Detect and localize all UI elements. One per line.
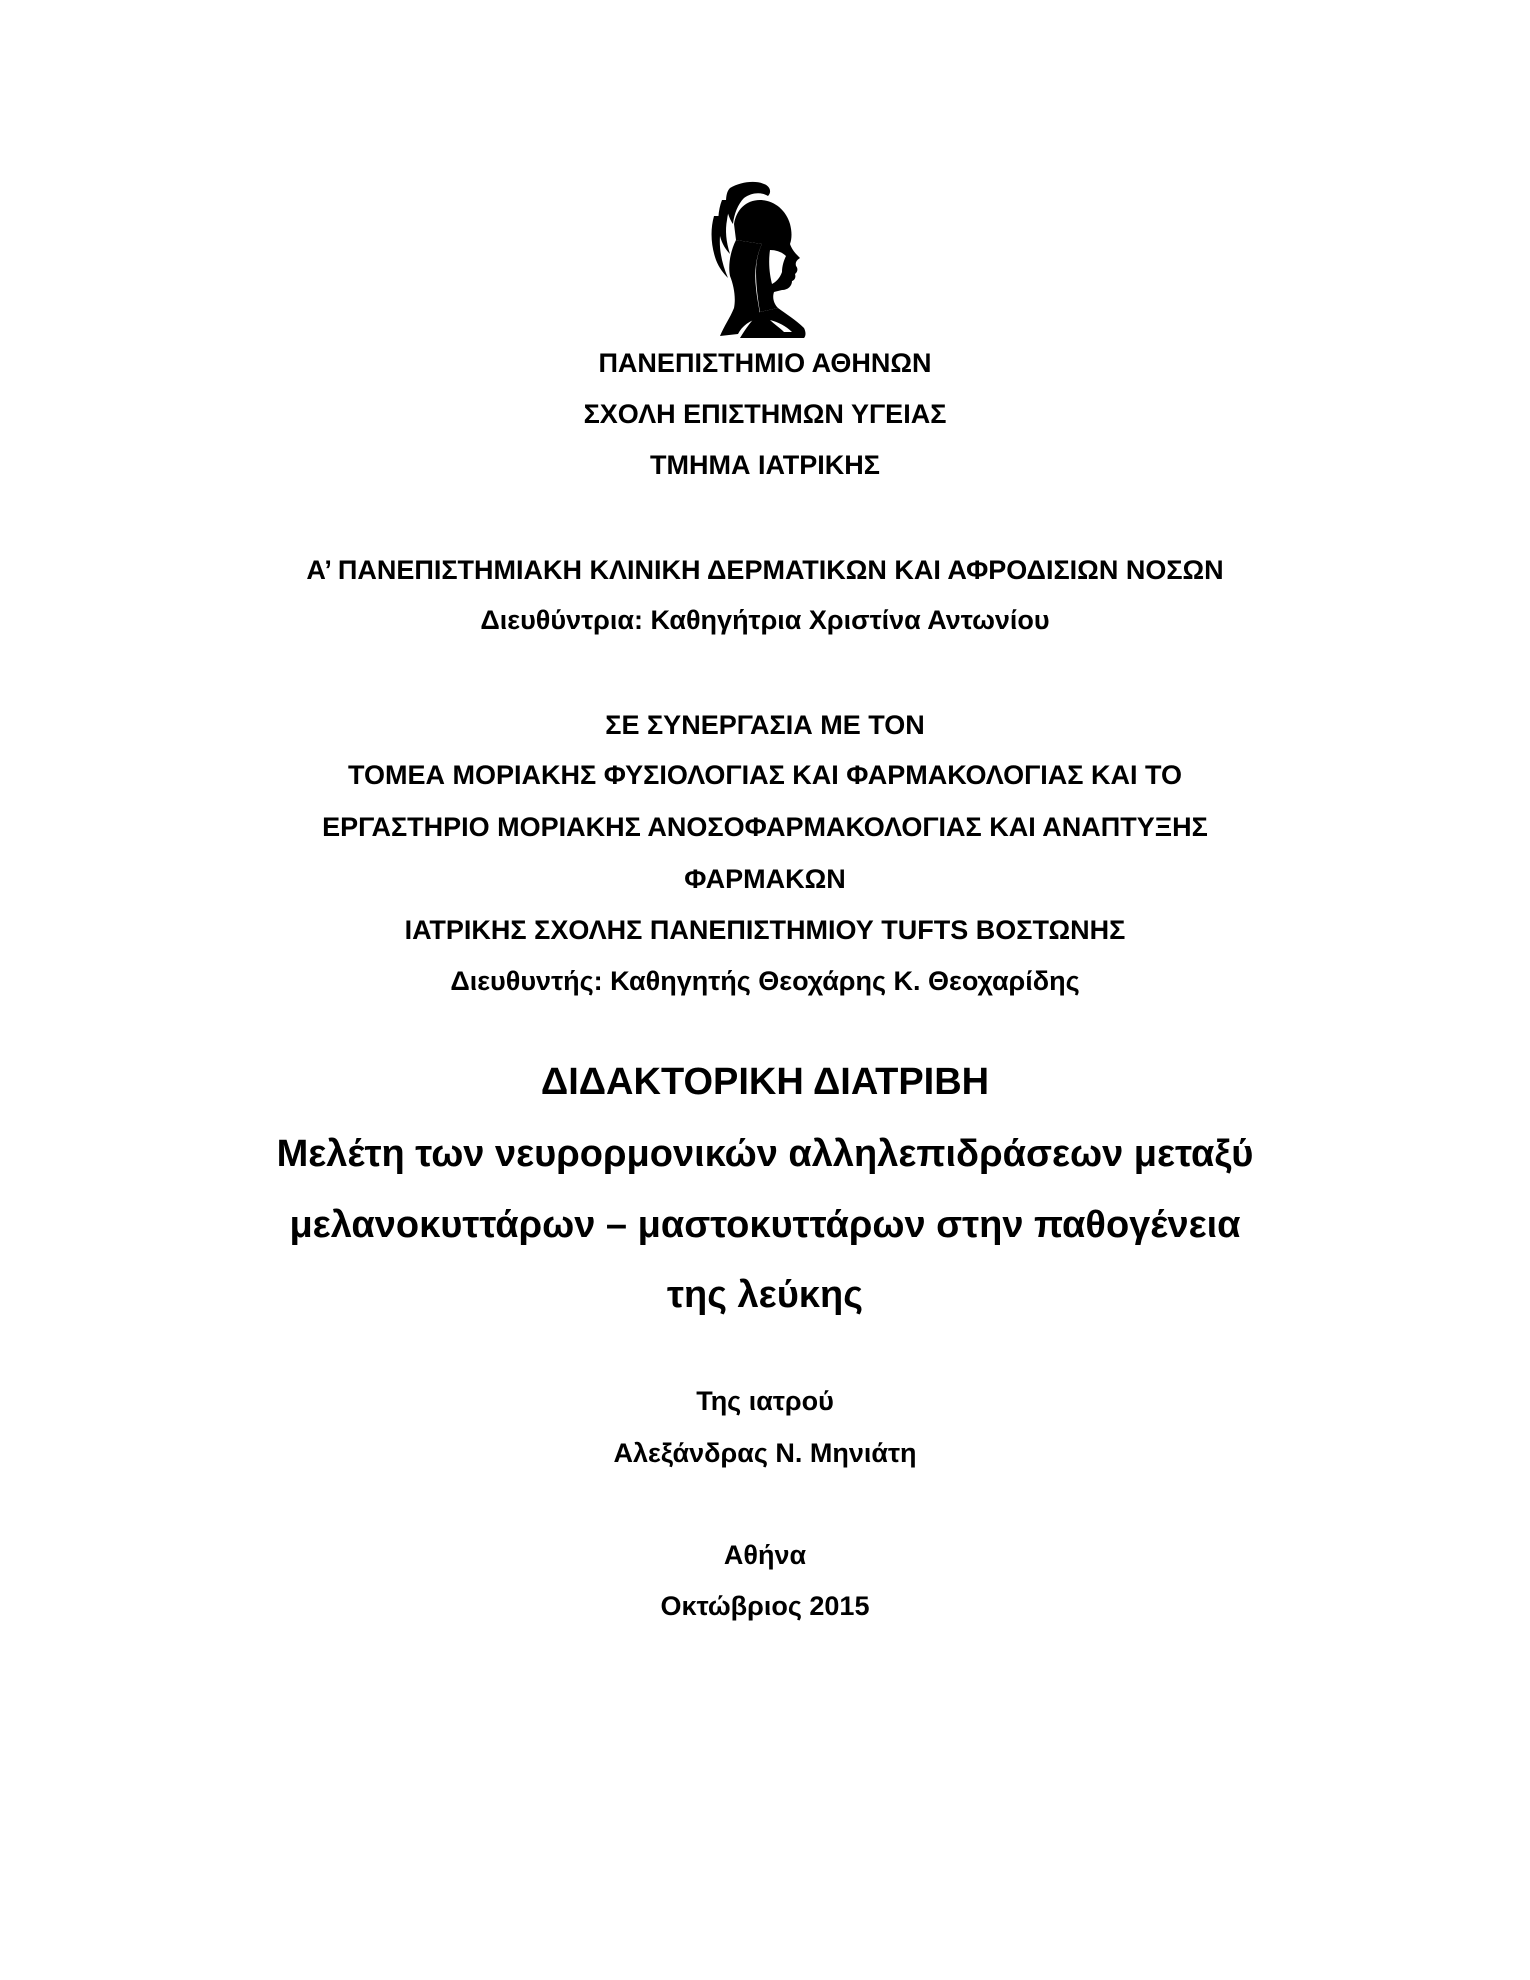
thesis-title-line-3: της λεύκης [667, 1274, 863, 1316]
university-name: ΠΑΝΕΠΙΣΤΗΜΙΟ ΑΘΗΝΩΝ [598, 348, 932, 378]
author-name: Αλεξάνδρας Ν. Μηνιάτη [613, 1438, 917, 1468]
author-prefix: Της ιατρού [696, 1386, 834, 1416]
clinic-name: Α’ ΠΑΝΕΠΙΣΤΗΜΙΑΚΗ ΚΛΙΝΙΚΗ ΔΕΡΜΑΤΙΚΩΝ ΚΑΙ ΑΦΡΟΔΙΣΙΩΝ ΝΟΣΩΝ [306, 555, 1224, 585]
thesis-title-line-1: Μελέτη των νευρορμονικών αλληλεπιδράσεων μεταξύ [276, 1133, 1254, 1175]
collaboration-line-4: ΦΑΡΜΑΚΩΝ [684, 864, 846, 894]
department-name: ΤΜΗΜΑ ΙΑΤΡΙΚΗΣ [650, 450, 880, 480]
thesis-type: ΔΙΔΑΚΤΟΡΙΚΗ ΔΙΑΤΡΙΒΗ [540, 1061, 990, 1103]
date: Οκτώβριος 2015 [660, 1591, 870, 1621]
university-emblem-icon [700, 180, 815, 338]
school-name: ΣΧΟΛΗ ΕΠΙΣΤΗΜΩΝ ΥΓΕΙΑΣ [583, 399, 947, 429]
clinic-director: Διευθύντρια: Καθηγήτρια Χριστίνα Αντωνίου [480, 605, 1050, 635]
collaboration-line-5: ΙΑΤΡΙΚΗΣ ΣΧΟΛΗΣ ΠΑΝΕΠΙΣΤΗΜΙΟΥ TUFTS ΒΟΣΤΩΝΗΣ [404, 915, 1126, 945]
collaboration-line-2: ΤΟΜΕΑ ΜΟΡΙΑΚΗΣ ΦΥΣΙΟΛΟΓΙΑΣ ΚΑΙ ΦΑΡΜΑΚΟΛΟΓΙΑΣ ΚΑΙ ΤΟ [347, 760, 1183, 790]
thesis-title-line-2: μελανοκυττάρων – μαστοκυττάρων στην παθογένεια [289, 1204, 1241, 1246]
collaboration-line-3: ΕΡΓΑΣΤΗΡΙΟ ΜΟΡΙΑΚΗΣ ΑΝΟΣΟΦΑΡΜΑΚΟΛΟΓΙΑΣ ΚΑΙ ΑΝΑΠΤΥΞΗΣ [322, 812, 1208, 842]
collaboration-line-1: ΣΕ ΣΥΝΕΡΓΑΣΙΑ ΜΕ ΤΟΝ [605, 710, 925, 740]
collaboration-director: Διευθυντής: Καθηγητής Θεοχάρης Κ. Θεοχαρίδης [450, 966, 1080, 996]
city: Αθήνα [723, 1540, 807, 1570]
